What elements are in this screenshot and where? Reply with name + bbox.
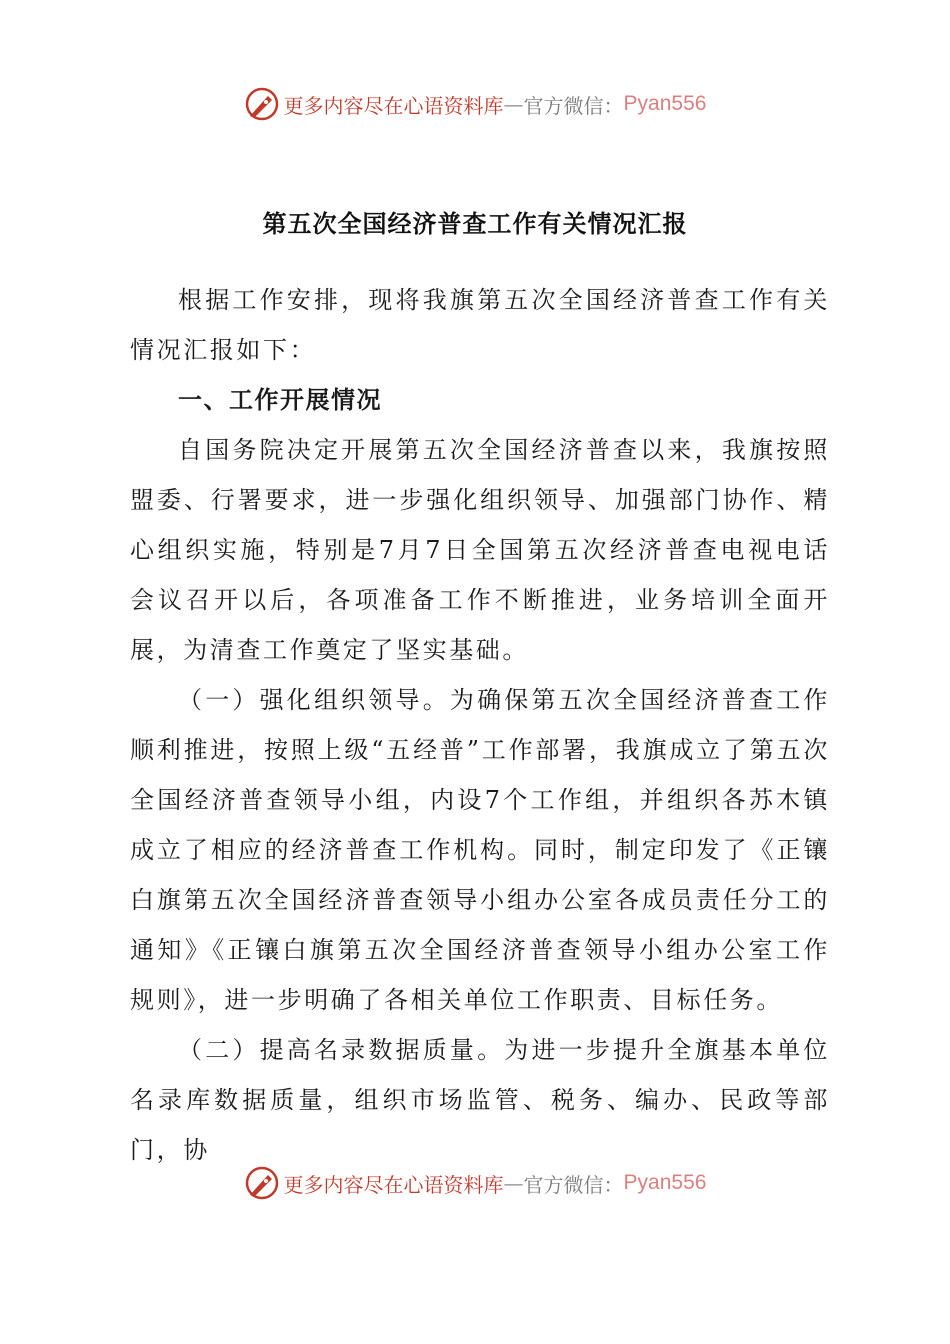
document-title: 第五次全国经济普查工作有关情况汇报 [262, 210, 688, 238]
section-heading: 一、工作开展情况 [178, 386, 382, 414]
body-paragraph: （一）强化组织领导。为确保第五次全国经济普查工作顺利推进，按照上级“五经普”工作部署，我旗成立了第五次全国经济普查领导小组，内设7个工作组，并组织各苏木镇成立了相应的经济普查工作机构。同时，制定印发了《正镶白旗第五次全国经济普查领导小组办公室各成员责任分工的通知》《正镶白旗第五次全国经济普查领导小组办公室工作规则》，进一步明确了各相关单位工作职责、目标任务。 [130, 686, 830, 1014]
watermark-text: 更多内容尽在心语资料库 [283, 93, 504, 118]
document-body [130, 275, 830, 1175]
watermark-banner-bottom [0, 1163, 950, 1203]
watermark-text: 更多内容尽在心语资料库 [283, 1172, 504, 1197]
watermark-banner-top [0, 84, 950, 124]
body-paragraph: 自国务院决定开展第五次全国经济普查以来，我旗按照盟委、行署要求，进一步强化组织领导、加强部门协作、精心组织实施，特别是7月7日全国第五次经济普查电视电话会议召开以后，各项准备工作不断推进，业务培训全面开展，为清查工作奠定了坚实基础。 [130, 436, 830, 664]
intro-paragraph: 根据工作安排，现将我旗第五次全国经济普查工作有关情况汇报如下： [130, 286, 830, 364]
watermark-separator: — [503, 1171, 524, 1195]
wechat-id: Pyan556 [623, 1171, 707, 1194]
wechat-label: 官方微信： [523, 1172, 624, 1197]
watermark-separator: — [503, 92, 524, 116]
body-paragraph: （二）提高名录数据质量。为进一步提升全旗基本单位名录库数据质量，组织市场监管、税务、编办、民政等部门，协 [130, 1036, 830, 1164]
pen-nib-logo-icon [244, 86, 280, 122]
wechat-id: Pyan556 [623, 92, 707, 115]
pen-nib-logo-icon [244, 1165, 280, 1201]
wechat-label: 官方微信： [523, 93, 624, 118]
